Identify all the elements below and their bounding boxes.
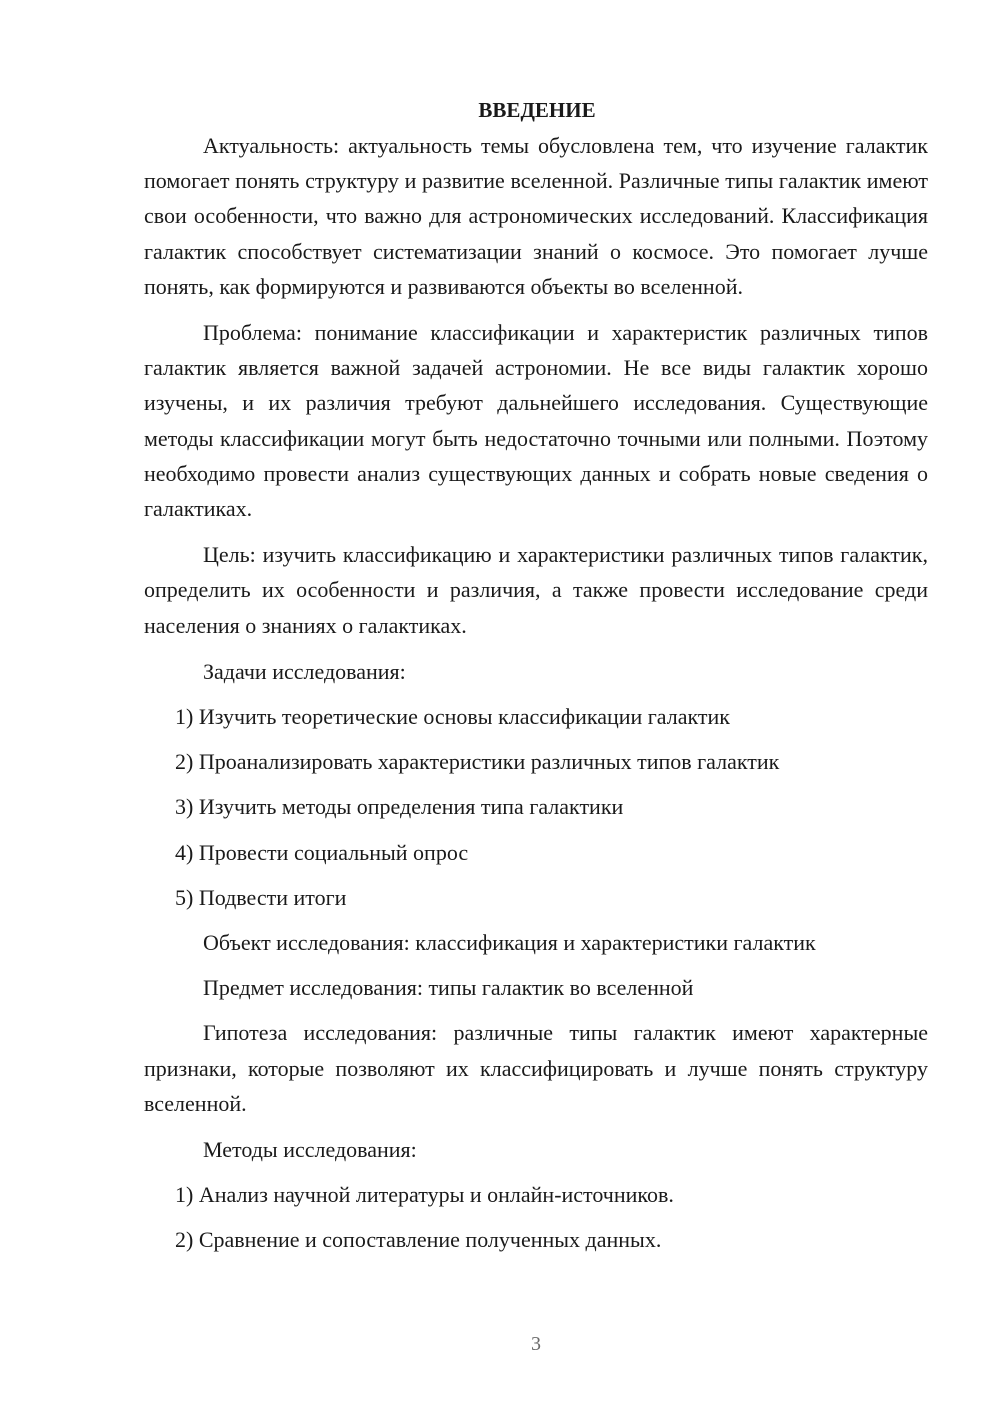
tasks-heading: Задачи исследования:	[203, 658, 406, 684]
list-item: 1) Изучить теоретические основы классификации галактик	[175, 704, 730, 730]
research-subject: Предмет исследования: типы галактик во вселенной	[203, 975, 694, 1001]
goal-paragraph: Цель: изучить классификацию и характеристики различных типов галактик, определить их особенности и различия, а также провести исследование среди населения о знаниях о галактиках.	[144, 542, 928, 638]
research-object: Объект исследования: классификация и характеристики галактик	[203, 930, 816, 956]
page-title: ВВЕДЕНИЕ	[478, 98, 596, 122]
hypothesis-paragraph: Гипотеза исследования: различные типы галактик имеют характерные признаки, которые позволяют их классифицировать и лучше понять структуру вселенной.	[144, 1020, 928, 1116]
list-item: 1) Анализ научной литературы и онлайн-источников.	[175, 1182, 674, 1208]
methods-heading: Методы исследования:	[203, 1137, 417, 1163]
methods-list	[144, 1177, 928, 1257]
list-item: 2) Проанализировать характеристики различных типов галактик	[175, 749, 780, 775]
problem-paragraph: Проблема: понимание классификации и характеристик различных типов галактик является важной задачей астрономии. Не все виды галактик хорошо изучены, и их различия требуют дальнейшего исследования. Существующие методы классификации могут быть недостаточно точными или полными. Поэтому необходимо провести анализ существующих данных и собрать новые сведения о галактиках.	[144, 320, 928, 522]
page-number: 3	[531, 1333, 541, 1355]
list-item: 2) Сравнение и сопоставление полученных данных.	[175, 1227, 662, 1253]
list-item: 5) Подвести итоги	[175, 884, 347, 910]
document-body	[144, 92, 928, 1258]
list-item: 4) Провести социальный опрос	[175, 839, 469, 865]
relevance-paragraph: Актуальность: актуальность темы обусловлена тем, что изучение галактик помогает понять структуру и развитие вселенной. Различные типы галактик имеют свои особенности, что важно для астрономических исследований. Классификация галактик способствует систематизации знаний о космосе. Это помогает лучше понять, как формируются и развиваются объекты во вселенной.	[144, 133, 928, 299]
tasks-list	[144, 699, 928, 915]
list-item: 3) Изучить методы определения типа галактики	[175, 794, 624, 820]
